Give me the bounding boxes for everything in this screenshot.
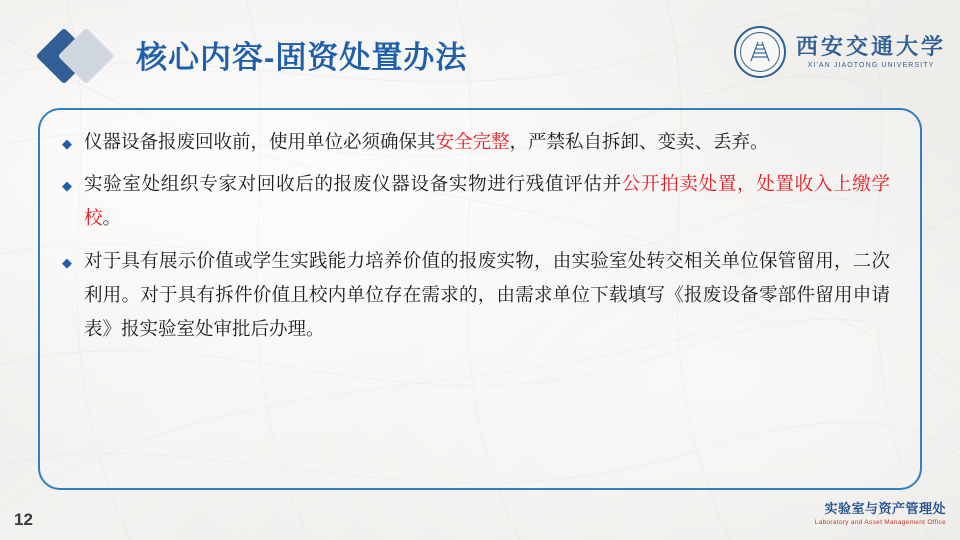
bullet-text-3: 对于具有展示价值或学生实践能力培养价值的报废实物，由实验室处转交相关单位保管留用，二次利用。对于具有拆件价值且校内单位存在需求的，由需求单位下载填写《报废设备零部件留用申请表》报实验室处审批后办理。 xyxy=(84,250,890,341)
university-name-en: XI'AN JIAOTONG UNIVERSITY xyxy=(807,61,935,69)
bullet-2-highlight: 公开拍卖处置，处置收入上缴学校 xyxy=(84,174,890,230)
bullet-marker-icon: ◆ xyxy=(62,136,72,151)
content-card xyxy=(38,108,922,490)
bullet-2-part-1: 实验室处组织专家对回收后的报废仪器设备实物进行残值评估并 xyxy=(84,174,622,196)
bullet-marker-icon: ◆ xyxy=(62,178,72,194)
bullet-1-part-1: 仪器设备报废回收前，使用单位必须确保其 xyxy=(84,132,436,153)
footer-organization xyxy=(815,502,946,526)
page-number: 12 xyxy=(14,510,33,529)
bullet-text-1 xyxy=(84,126,769,160)
bullet-2-part-3: 。 xyxy=(102,208,122,230)
title-diamond-decoration xyxy=(44,28,120,84)
university-logo xyxy=(734,26,946,78)
university-name-cn: 西安交通大学 xyxy=(795,33,946,59)
footer-org-cn: 实验室与资产管理处 xyxy=(824,500,946,516)
footer-org-en: Laboratory and Asset Management Office xyxy=(814,518,946,526)
seal-inner-graphic xyxy=(747,39,773,65)
list-item xyxy=(62,245,890,348)
page-title: 核心内容-固资处置办法 xyxy=(136,40,468,75)
bullet-1-part-3: ，严禁私自拆卸、变卖、丢弃。 xyxy=(509,132,769,153)
university-name-block xyxy=(795,33,946,69)
list-item xyxy=(62,168,890,236)
bullet-1-highlight: 安全完整 xyxy=(435,132,510,153)
university-seal-icon xyxy=(734,26,786,78)
list-item xyxy=(62,126,890,160)
bullet-marker-icon: ◆ xyxy=(62,254,72,270)
bullet-list xyxy=(40,110,920,347)
bullet-text-2 xyxy=(84,168,890,236)
